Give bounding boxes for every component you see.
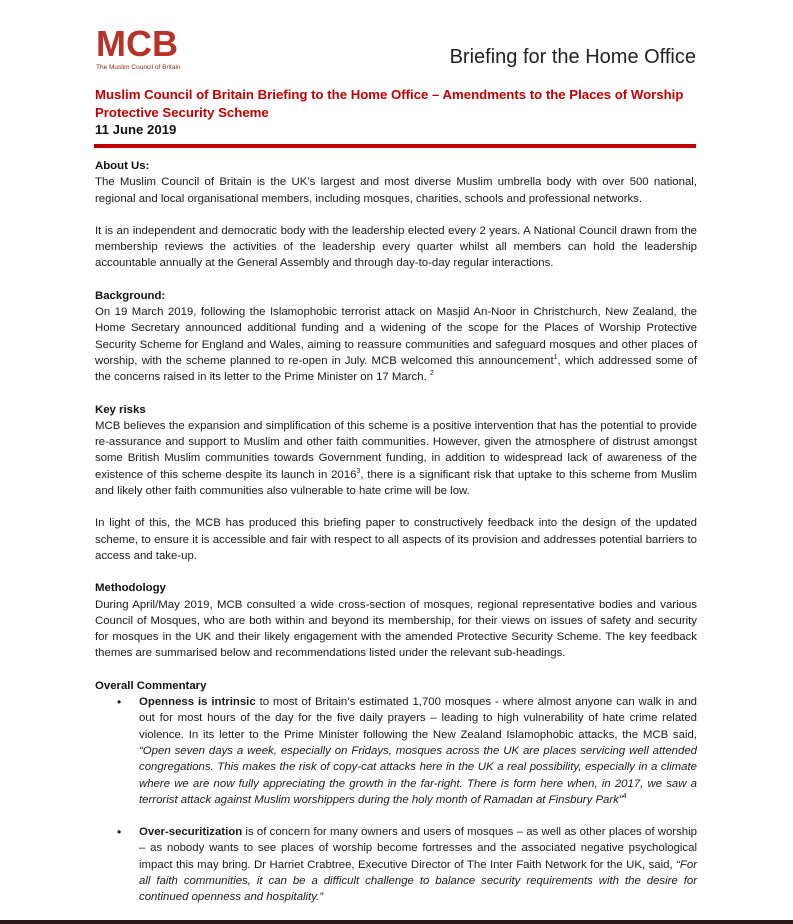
footnote-ref[interactable]: 4: [622, 793, 627, 800]
bullet-icon: •: [117, 825, 122, 840]
bullet-quote: “For all faith communities, it can be a difficult challenge to balance security requirements with the desire for continued openness and hospitality.”: [139, 858, 697, 904]
bullet-item: [117, 694, 697, 808]
bullet-lead: Openness is intrinsic: [139, 696, 256, 709]
section-background: [95, 288, 697, 386]
section-heading: Overall Commentary: [95, 679, 207, 692]
paragraph: The Muslim Council of Britain is the UK’s largest and most diverse Muslim umbrella body with over 500 national, regional and local organisational members, including mosques, charities, schools and professional networks.: [95, 176, 697, 205]
paragraph: In light of this, the MCB has produced this briefing paper to constructively feedback into the design of the updated scheme, to ensure it is accessible and fair with respect to all aspects of its provision and addresses potential barriers to access and take-up.: [95, 517, 697, 562]
bullet-item: [117, 824, 697, 905]
bullet-icon: •: [117, 695, 122, 710]
logo-letters: MCB: [96, 23, 178, 64]
paragraph: [95, 418, 697, 499]
bullet-text: is of concern for many owners and users of mosques – as well as other places of worship – as nobody wants to see places of worship become fortresses and the associated negative psychological impact this may bring. Dr Harriet Crabtree, Executive Director of The Inter Faith Network for the UK, said,: [139, 826, 697, 871]
document-date: 11 June 2019: [95, 122, 177, 137]
section-heading: Background:: [95, 289, 166, 302]
section-overall-commentary: [95, 678, 697, 906]
title-divider: [94, 144, 696, 148]
section-heading: Key risks: [95, 403, 146, 416]
document-body: [95, 158, 697, 922]
paragraph: It is an independent and democratic body with the leadership elected every 2 years. A National Council drawn from the membership reviews the activities of the leadership every quarter whilst all members can hold the leadership accountable annually at the General Assembly and through day-to-day regular interactions.: [95, 224, 697, 270]
paragraph-text: , which addressed some of the concerns raised in its letter to the Prime Minister on 17 March.: [95, 354, 697, 384]
bullet-text: to most of Britain’s estimated 1,700 mosques - where almost anyone can walk in and out for most hours of the day for the five daily prayers – leading to high vulnerability of hate crime related violence. In its letter to the Prime Minister following the New Zealand Islamophobic attacks, the MCB said,: [139, 696, 698, 741]
document-title: Muslim Council of Britain Briefing to the Home Office – Amendments to the Places of Worship Protective Security Scheme: [95, 87, 684, 120]
section-about: [95, 158, 697, 272]
logo-tagline: The Muslim Council of Britain: [96, 64, 181, 71]
paragraph-text: On 19 March 2019, following the Islamophobic terrorist attack on Masjid An-Noor in Christchurch, New Zealand, the Home Secretary announced additional funding and a widening of the scope for the Places of Worship Protective Security Scheme for England and Wales, aiming to reassure communities and safeguard mosques and other places of worship, with the scheme planned to re-open in July. MCB welcomed this announcement: [95, 306, 697, 367]
bullet-lead: Over-securitization: [139, 826, 243, 839]
paragraph: [95, 304, 697, 385]
mcb-logo: [96, 23, 196, 76]
footnote-ref[interactable]: 3: [356, 467, 361, 475]
footnote-ref[interactable]: 2: [429, 370, 434, 378]
paragraph: During April/May 2019, MCB consulted a wide cross-section of mosques, regional representative bodies and various Council of Mosques, who are both within and beyond its membership, for their views on issues of safety and security for mosques in the UK and their likely engagement with the amended Protective Security Scheme. The key feedback themes are summarised below and recommendations listed under the relevant sub-headings.: [95, 598, 697, 660]
paragraph-text: MCB believes the expansion and simplification of this scheme is a positive intervention that has the potential to provide re-assurance and support to Muslim and other faith communities. However, given the atmosphere of distrust amongst some British Muslim communities towards Government funding, in addition to widespread lack of awareness of the existence of this scheme despite its launch in 2016: [95, 419, 697, 481]
bullet-quote: “Open seven days a week, especially on Fridays, mosques across the UK are places servicing well attended congregations. This makes the risk of copy-cat attacks here in the UK a real possibility, especially in a climate where we are now fully appreciating the growth in the far-right. There is form here when, in 2017, we saw a terrorist attack against Muslim worshippers during the holy month of Ramadan at Finsbury Park”: [139, 744, 697, 806]
paragraph-text: , there is a significant risk that uptake to this scheme from Muslim and likely other faith communities also vulnerable to hate crime will be low.: [95, 468, 697, 498]
section-methodology: [95, 580, 697, 661]
footnote-ref[interactable]: 1: [553, 354, 558, 362]
bullet-list: [95, 694, 697, 906]
section-heading: About Us:: [95, 160, 150, 172]
section-key-risks: [95, 402, 697, 565]
page-bottom-edge: [0, 920, 793, 924]
header-title: Briefing for the Home Office: [449, 46, 696, 68]
section-heading: Methodology: [95, 582, 166, 595]
